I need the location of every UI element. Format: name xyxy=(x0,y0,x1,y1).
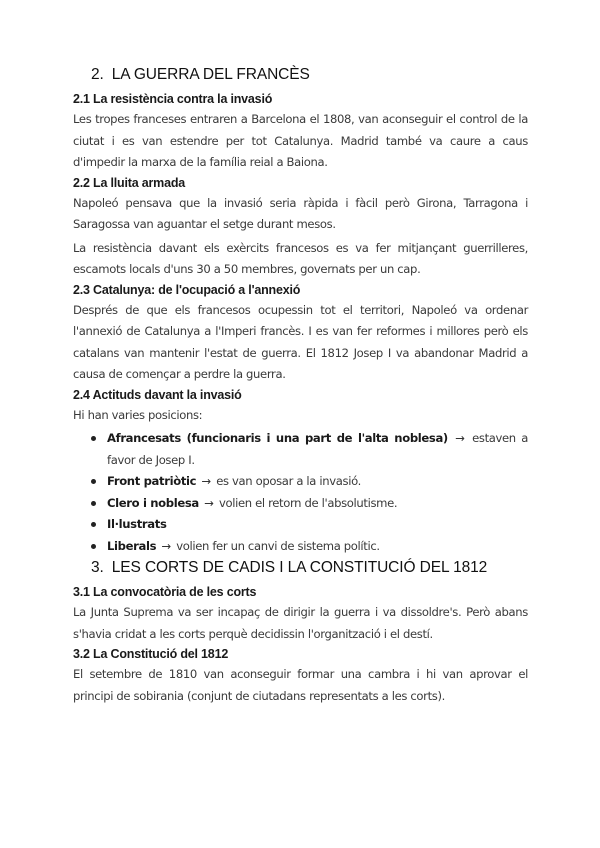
subsection-2-1-heading: 2.1 La resistència contra la invasió xyxy=(73,92,273,106)
subsection-2-2-paragraph-2: La resistència davant els exèrcits francesos es va fer mitjançant guerrilleres, escamots locals d'uns 30 a 50 membres, governats per un cap. xyxy=(73,240,528,276)
list-item xyxy=(91,536,528,558)
list-item xyxy=(91,493,528,515)
list-item xyxy=(91,514,528,536)
list-item-term: Il·lustrats xyxy=(107,517,167,531)
list-item xyxy=(91,428,528,471)
subsection-3-2-heading: 3.2 La Constitució del 1812 xyxy=(73,647,229,661)
list-item-text: volien fer un canvi de sistema polític. xyxy=(176,538,380,553)
subsection-2-2-paragraph-1: Napoleó pensava que la invasió seria ràpida i fàcil però Girona, Tarragona i Saragossa van aguantar el setge durant mesos. xyxy=(73,195,528,231)
section-3-title-text: LES CORTS DE CADIS I LA CONSTITUCIÓ DEL 1812 xyxy=(111,559,488,576)
section-3-title xyxy=(91,559,528,577)
list-item-term: Front patriòtic xyxy=(107,474,197,488)
section-3-number: 3. xyxy=(91,559,104,576)
section-2-title xyxy=(91,66,528,84)
list-item-term: Clero i noblesa xyxy=(107,495,199,510)
subsection-3-1-heading: 3.1 La convocatòria de les corts xyxy=(73,585,257,599)
list-item-text: es van oposar a la invasió. xyxy=(216,474,361,488)
subsection-3-2-paragraph: El setembre de 1810 van aconseguir formar una cambra i hi van aprovar el principi de sobirania (conjunt de ciutadans representats a les corts). xyxy=(73,667,528,703)
subsection-3-1-paragraph: La Junta Suprema va ser incapaç de dirigir la guerra i va dissoldre's. Però abans s'havia cridat a les corts perquè decidissin l'organització i el destí. xyxy=(73,605,528,641)
section-2-number: 2. xyxy=(91,66,104,83)
subsection-2-3-heading: 2.3 Catalunya: de l'ocupació a l'annexió xyxy=(73,282,301,297)
arrow-right-icon: → xyxy=(204,495,214,510)
bullet-icon xyxy=(91,522,96,527)
subsection-2-2-heading: 2.2 La lluita armada xyxy=(73,175,186,190)
arrow-right-icon: → xyxy=(201,474,211,488)
subsection-2-4-intro: Hi han varies posicions: xyxy=(73,407,203,422)
list-item-text: estaven a favor de Josep I. xyxy=(107,431,528,467)
attitudes-list xyxy=(73,428,528,557)
bullet-icon xyxy=(91,501,96,506)
arrow-right-icon: → xyxy=(455,431,465,445)
list-item-term: Afrancesats (funcionaris i una part de l'alta noblesa) xyxy=(107,431,448,445)
section-2-title-text: LA GUERRA DEL FRANCÈS xyxy=(111,66,310,83)
bullet-icon xyxy=(91,479,96,484)
bullet-icon xyxy=(91,544,96,549)
list-item xyxy=(91,471,528,493)
list-item-text: volien el retorn de l'absolutisme. xyxy=(218,495,398,510)
subsection-2-4-heading: 2.4 Actituds davant la invasió xyxy=(73,387,242,402)
arrow-right-icon: → xyxy=(161,538,171,553)
subsection-2-1-paragraph: Les tropes franceses entraren a Barcelona el 1808, van aconseguir el control de la ciutat i es van estendre per tot Catalunya. Madrid també va caure a caus d'impedir la marxa de la família reial a Baiona. xyxy=(73,112,528,169)
subsection-2-3-paragraph: Després de que els francesos ocupessin tot el territori, Napoleó va ordenar l'annexió de Catalunya a l'Imperi francès. I es van fer reformes i millores però els catalans van mantenir l'estat de guerra. El 1812 Josep I va abandonar Madrid a causa de començar a perdre la guerra. xyxy=(73,302,528,381)
bullet-icon xyxy=(91,436,96,441)
list-item-term: Liberals xyxy=(107,538,157,553)
